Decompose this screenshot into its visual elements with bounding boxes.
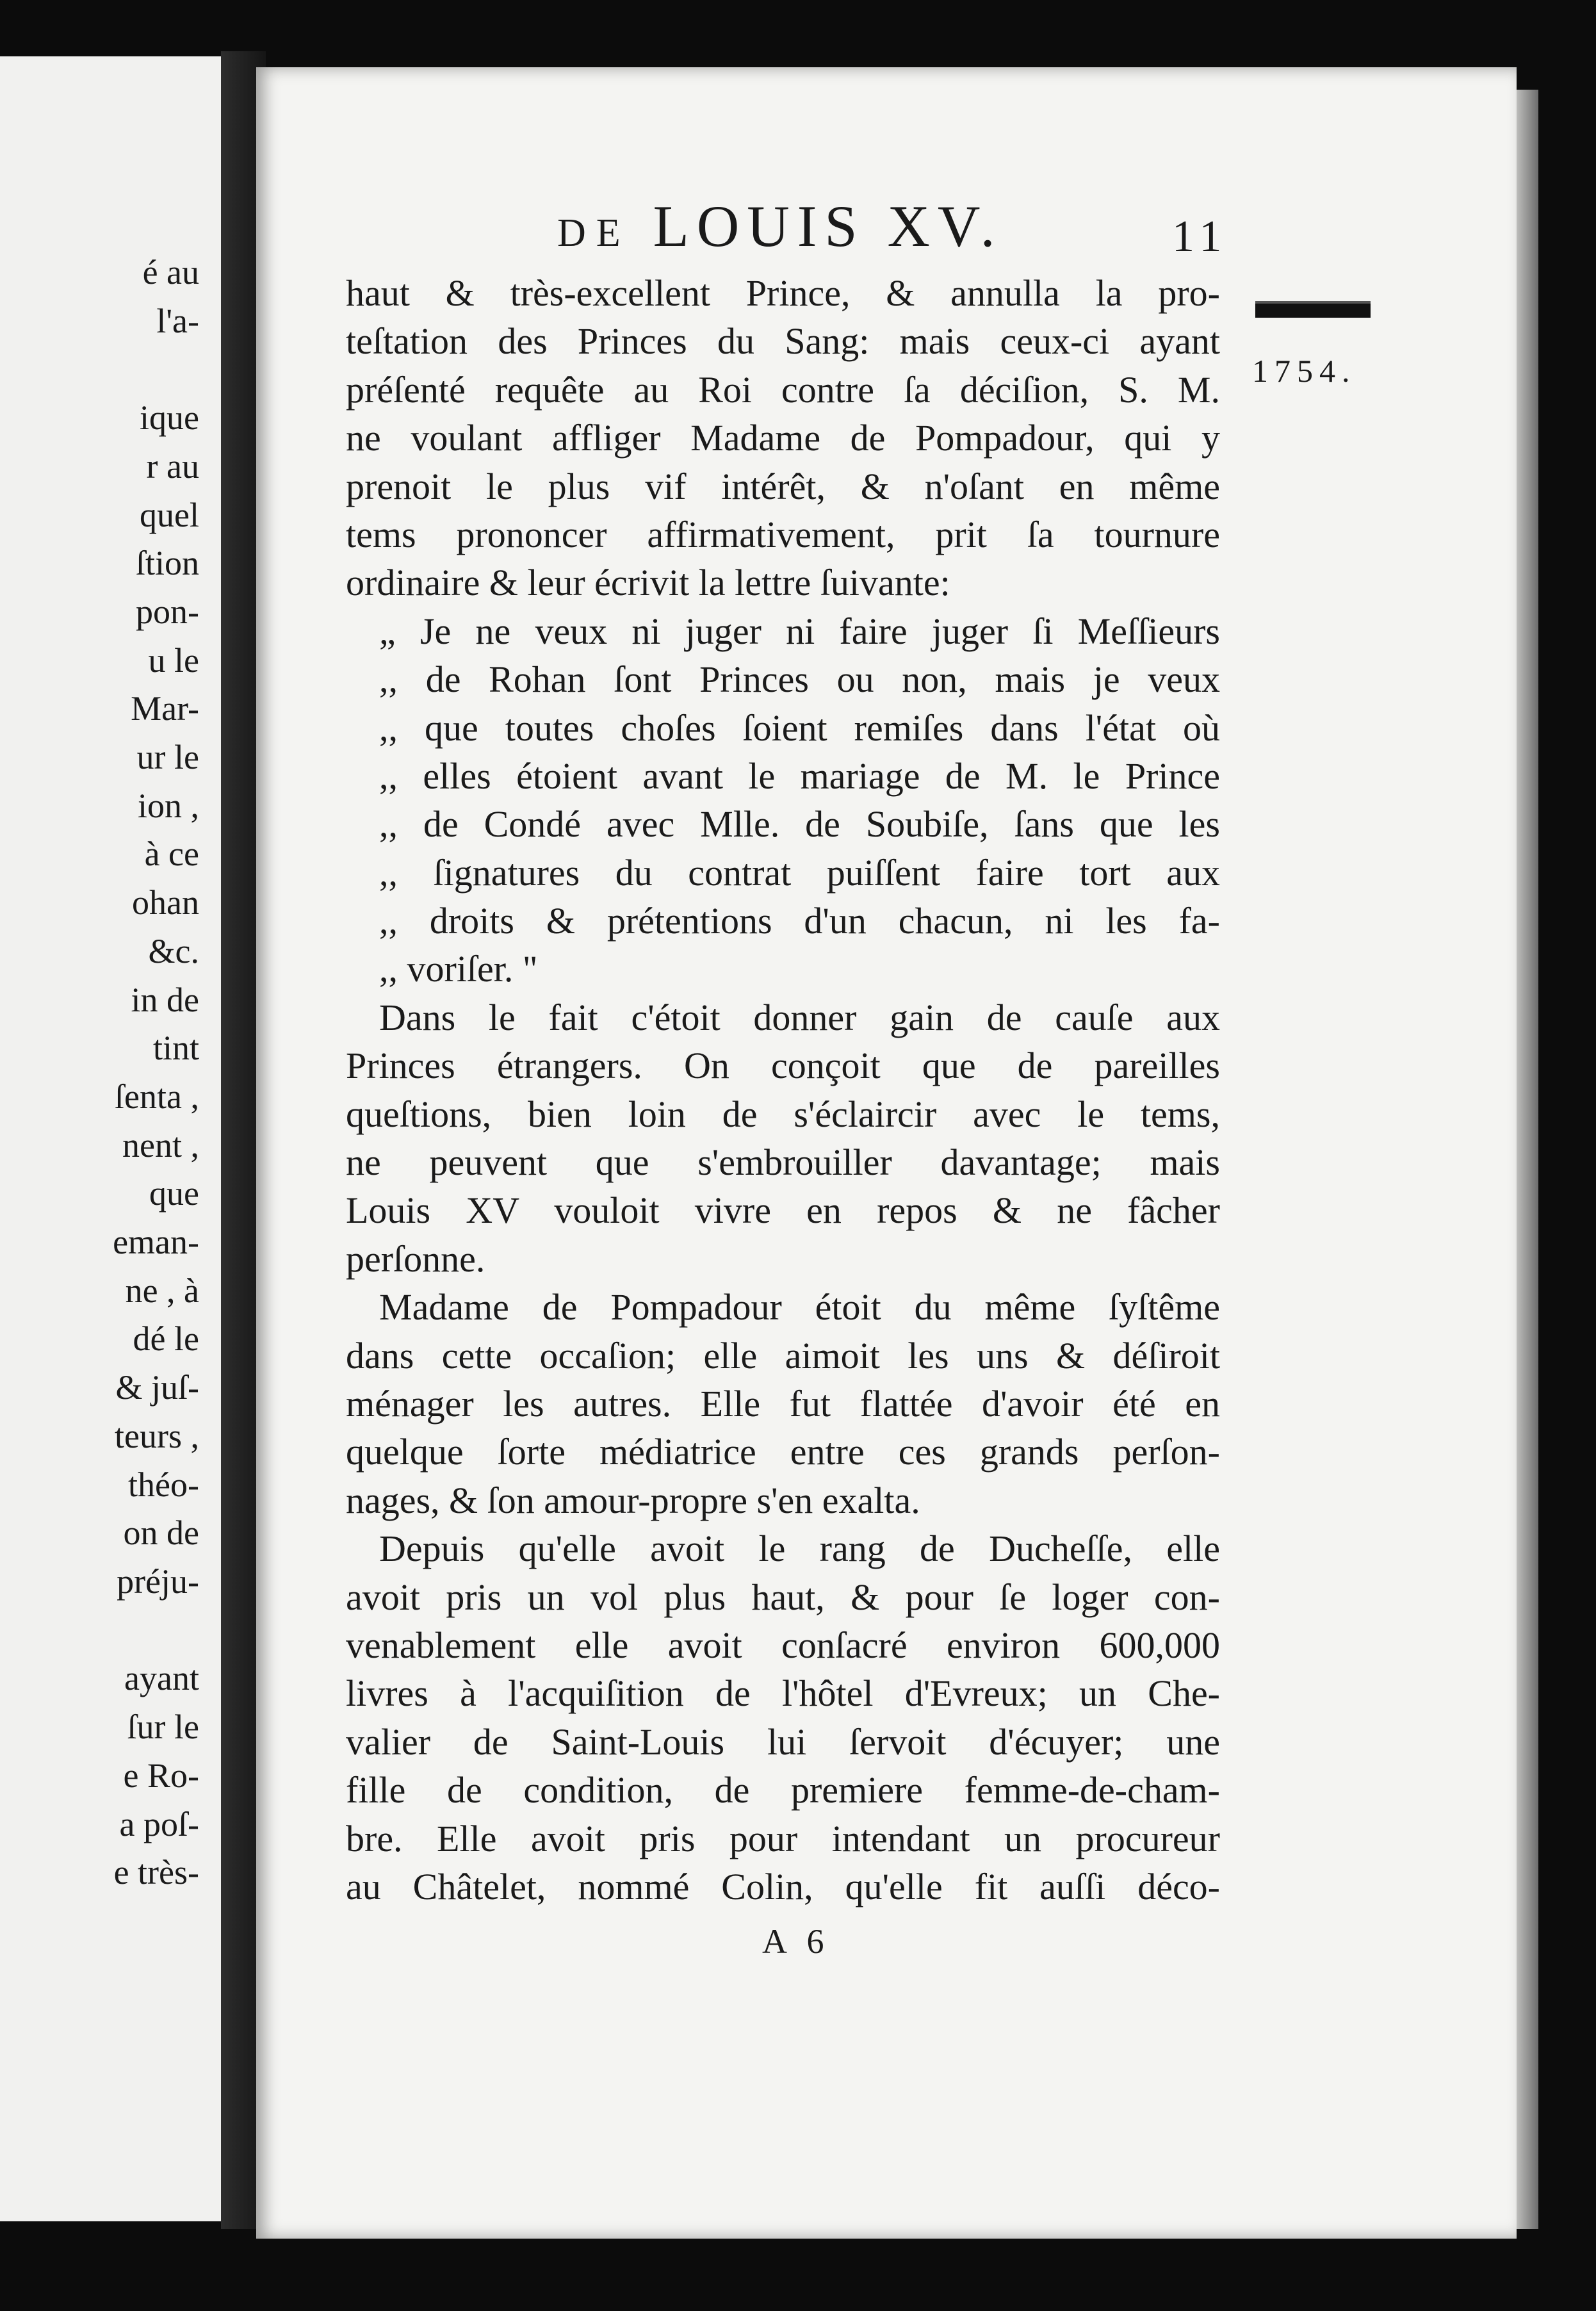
text-line: ordinaire & leur écrivit la lettre ſuivante: — [346, 562, 950, 604]
text-line: Princes étrangers. On conçoit que de pareilles — [346, 1045, 1220, 1087]
signature-mark: A 6 — [762, 1922, 831, 1961]
facing-line: que — [149, 1174, 199, 1213]
facing-line — [113, 1606, 199, 1655]
running-head-de: DE — [557, 211, 631, 255]
text-line: perſonne. — [346, 1237, 485, 1280]
facing-line: ne , à — [125, 1271, 199, 1310]
text-line: ne voulant affliger Madame de Pompadour, qui y — [346, 417, 1220, 459]
facing-line: ſur le — [127, 1708, 199, 1747]
text-line: ,, droits & prétentions d'un chacun, ni les fa- — [379, 900, 1220, 942]
facing-line: teurs , — [115, 1416, 199, 1455]
facing-line: e très- — [113, 1853, 199, 1892]
text-line: ,, elles étoient avant le mariage de M. le Prince — [379, 755, 1220, 797]
text-line: ,, que toutes choſes ſoient remiſes dans l'état où — [379, 706, 1220, 749]
margin-year: 1754. — [1252, 353, 1356, 389]
facing-line: u le — [148, 641, 199, 680]
facing-line: in de — [131, 980, 199, 1019]
facing-line: ſenta , — [115, 1077, 199, 1116]
text-line: tems prononcer affirmativement, prit ſa tournure — [346, 513, 1220, 555]
text-line: haut & très-excellent Prince, & annulla la pro- — [346, 272, 1220, 314]
text-line: ,, ſignatures du contrat puiſſent faire tort aux — [379, 851, 1220, 894]
text-line: dans cette occaſion; elle aimoit les uns & déſiroit — [346, 1334, 1220, 1376]
facing-line: quel — [140, 495, 199, 534]
text-line: prenoit le plus vif intérêt, & n'oſant en même — [346, 465, 1220, 507]
text-line: Madame de Pompadour étoit du même ſyſtême — [379, 1286, 1220, 1328]
text-line: quelque ſorte médiatrice entre ces grands perſon- — [346, 1431, 1220, 1473]
facing-line: on de — [123, 1514, 199, 1553]
facing-line — [113, 345, 199, 394]
facing-line: r au — [146, 446, 199, 486]
text-line: nages, & ſon amour-propre s'en exalta. — [346, 1479, 920, 1521]
text-line: ne peuvent que s'embrouiller davantage; mais — [346, 1141, 1220, 1184]
facing-line: nent , — [122, 1125, 199, 1164]
facing-line: &c. — [148, 931, 199, 970]
text-line: Dans le fait c'étoit donner gain de cauſe aux — [379, 996, 1220, 1038]
facing-line: tint — [152, 1029, 199, 1068]
page-number: 11 — [1172, 212, 1228, 261]
facing-page-text — [113, 249, 199, 1897]
text-line: valier de Saint-Louis lui ſervoit d'écuyer; une — [346, 1720, 1220, 1763]
running-head — [557, 192, 1003, 260]
body-text — [346, 269, 1220, 1911]
text-line: Louis XV vouloit vivre en repos & ne fâcher — [346, 1189, 1220, 1232]
facing-line: l'a- — [156, 301, 199, 340]
facing-line: dé le — [133, 1319, 199, 1359]
facing-line: préju- — [117, 1562, 199, 1601]
text-line: queſtions, bien loin de s'éclaircir avec le tems, — [346, 1093, 1220, 1135]
facing-line: e Ro- — [123, 1756, 199, 1795]
text-line: ,, de Condé avec Mlle. de Soubiſe, ſans que les — [379, 803, 1220, 845]
text-line: ménager les autres. Elle fut flattée d'avoir été en — [346, 1382, 1220, 1425]
facing-line: & juſ- — [115, 1368, 199, 1407]
facing-line: Mar- — [131, 689, 199, 728]
facing-line: ayant — [124, 1659, 199, 1698]
margin-rule — [1255, 301, 1371, 318]
facing-line: a poſ- — [119, 1804, 199, 1843]
text-line: préſenté requête au Roi contre ſa déciſion, S. M. — [346, 368, 1220, 411]
text-line: livres à l'acquiſition de l'hôtel d'Evreux; un Che- — [346, 1672, 1220, 1715]
running-head-louis: LOUIS — [653, 193, 865, 259]
text-line: venablement elle avoit conſacré environ 600,000 — [346, 1624, 1220, 1666]
text-line: ,, de Rohan ſont Princes ou non, mais je veux — [379, 658, 1220, 701]
facing-line: ion , — [137, 786, 199, 825]
text-line: „ Je ne veux ni juger ni faire juger ſi Meſſieurs — [379, 610, 1220, 652]
text-line: teſtation des Princes du Sang: mais ceux-ci ayant — [346, 320, 1220, 363]
facing-page-left — [0, 56, 232, 2221]
facing-line: ur le — [136, 738, 199, 777]
page-edge — [1517, 90, 1538, 2229]
text-line: avoit pris un vol plus haut, & pour ſe loger con- — [346, 1576, 1220, 1618]
facing-line: théo- — [128, 1465, 199, 1504]
text-line: fille de condition, de premiere femme-de-cham- — [346, 1769, 1220, 1811]
running-head-numeral: XV. — [887, 193, 1003, 259]
facing-line: ique — [140, 398, 199, 437]
facing-line: ſtion — [135, 544, 199, 583]
facing-line: pon- — [136, 592, 199, 631]
text-line: au Châtelet, nommé Colin, qu'elle fit auſſi déco- — [346, 1865, 1220, 1907]
facing-line: eman- — [113, 1223, 199, 1262]
facing-line: à ce — [144, 835, 199, 874]
facing-line: ohan — [132, 883, 199, 922]
text-line: bre. Elle avoit pris pour intendant un procureur — [346, 1817, 1220, 1859]
facing-line: é au — [142, 253, 199, 291]
text-line: ,, voriſer. " — [379, 948, 538, 990]
text-line: Depuis qu'elle avoit le rang de Ducheſſe, elle — [379, 1528, 1220, 1570]
